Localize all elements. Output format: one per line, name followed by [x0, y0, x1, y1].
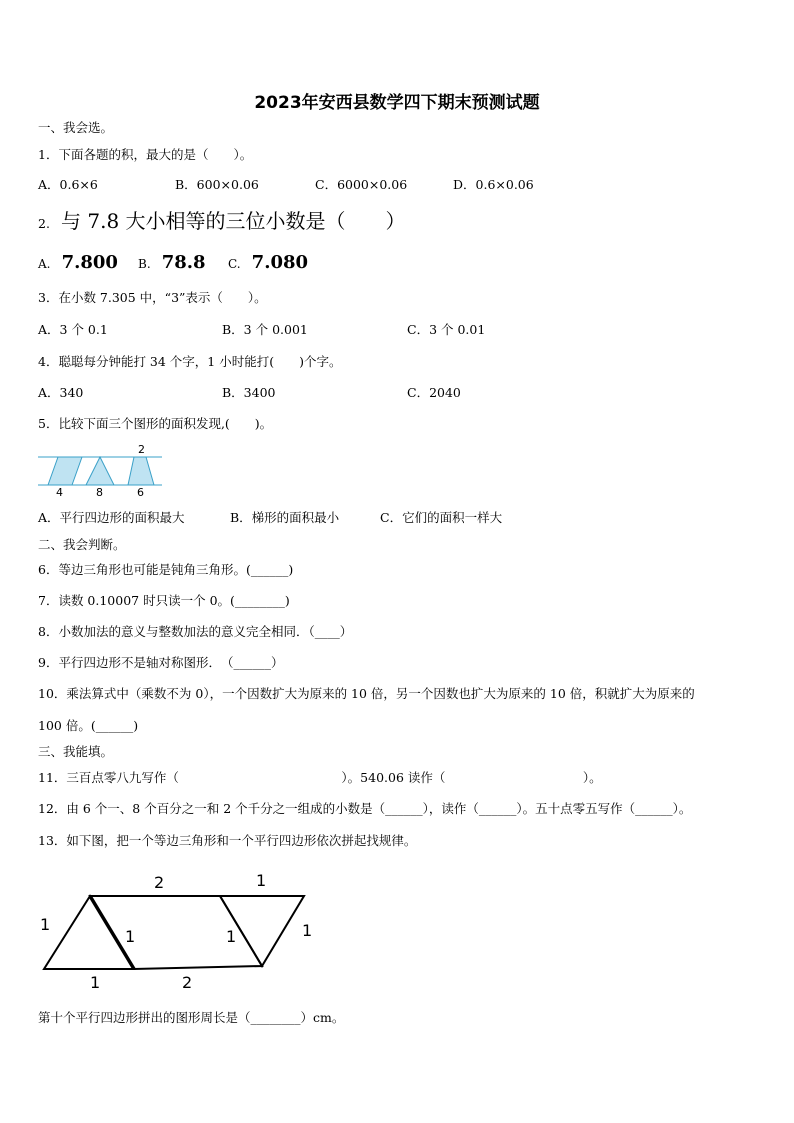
q1-option-b[interactable]: B．600×0.06	[175, 177, 259, 192]
q4-option-a[interactable]: A．340	[38, 385, 84, 400]
question-10-line-1: 10．乘法算式中（乘数不为 0），一个因数扩大为原来的 10 倍，另一个因数也扩大为原来的 10 倍，积就扩大为原来的	[38, 686, 695, 701]
parallelogram-shape	[48, 457, 82, 485]
q4-option-b[interactable]: B．3400	[222, 385, 276, 400]
section-heading-choose: 一、我会选。	[38, 120, 114, 135]
q5-option-a[interactable]: A．平行四边形的面积最大	[38, 510, 185, 525]
q1-option-d[interactable]: D．0.6×0.06	[453, 177, 534, 192]
q5-option-c[interactable]: C．它们的面积一样大	[380, 510, 503, 525]
q1-option-a[interactable]: A．0.6×6	[38, 177, 98, 192]
question-6: 6．等边三角形也可能是钝角三角形。(______)	[38, 562, 294, 577]
question-5: 5．比较下面三个图形的面积发现,( )。	[38, 416, 273, 431]
equilateral-triangle-left	[44, 896, 134, 969]
question-4: 4．聪聪每分钟能打 34 个字，1 小时能打( )个字。	[38, 354, 342, 369]
question-13-answer: 第十个平行四边形拼出的图形周长是（________）cm。	[38, 1010, 345, 1025]
triangle-base-label: 8	[96, 486, 103, 499]
triangle-parallelogram-figure	[30, 862, 330, 994]
question-3: 3．在小数 7.305 中，“3”表示（ ）。	[38, 290, 267, 305]
svg-text:1: 1	[125, 927, 136, 946]
svg-text:2: 2	[154, 873, 165, 892]
section-heading-fill: 三、我能填。	[38, 744, 114, 759]
q3-option-c[interactable]: C．3 个 0.01	[407, 322, 486, 337]
q2-option-c[interactable]: C. 7.080	[228, 252, 309, 273]
svg-text:2: 2	[182, 973, 193, 992]
question-10-line-2: 100 倍。(______)	[38, 718, 139, 733]
svg-text:1: 1	[302, 921, 313, 940]
question-2-number: 2.	[38, 216, 50, 231]
parallelogram-base-label: 4	[56, 486, 63, 499]
q5-option-b[interactable]: B．梯形的面积最小	[230, 510, 340, 525]
q2-option-a[interactable]: A. 7.800	[38, 252, 118, 273]
svg-text:1: 1	[256, 871, 267, 890]
trapezoid-shape	[128, 457, 154, 485]
question-8: 8．小数加法的意义与整数加法的意义完全相同．（____）	[38, 624, 353, 639]
question-7: 7．读数 0.10007 时只读一个 0。(________)	[38, 593, 290, 608]
section-heading-judge: 二、我会判断。	[38, 537, 126, 552]
q3-option-b[interactable]: B．3 个 0.001	[222, 322, 308, 337]
q2-option-b[interactable]: B. 78.8	[138, 252, 206, 273]
trapezoid-base-label: 6	[137, 486, 144, 499]
svg-text:1: 1	[90, 973, 101, 992]
page-title: 2023年安西县数学四下期末预测试题	[254, 93, 540, 113]
q3-option-a[interactable]: A．3 个 0.1	[38, 322, 108, 337]
triangle-shape	[86, 457, 114, 485]
question-13: 13．如下图，把一个等边三角形和一个平行四边形依次拼起找规律。	[38, 833, 417, 848]
svg-text:1: 1	[40, 915, 51, 934]
parallelogram-middle	[90, 896, 262, 969]
question-11: 11．三百点零八九写作（ ）。540.06 读作（ ）。	[38, 770, 602, 785]
shapes-area-figure	[34, 440, 166, 500]
question-9: 9．平行四边形不是轴对称图形． （______）	[38, 655, 284, 670]
question-2	[38, 208, 406, 234]
svg-text:1: 1	[226, 927, 237, 946]
q1-option-c[interactable]: C．6000×0.06	[315, 177, 408, 192]
question-2-text: 与 7.8 大小相等的三位小数是（ ）	[61, 209, 406, 233]
q4-option-c[interactable]: C．2040	[407, 385, 461, 400]
question-12: 12．由 6 个一、8 个百分之一和 2 个千分之一组成的小数是（______），读作（______）。五十点零五写作（______）。	[38, 801, 692, 816]
question-1: 1．下面各题的积，最大的是（ ）。	[38, 147, 253, 162]
trapezoid-top-label: 2	[138, 443, 145, 456]
